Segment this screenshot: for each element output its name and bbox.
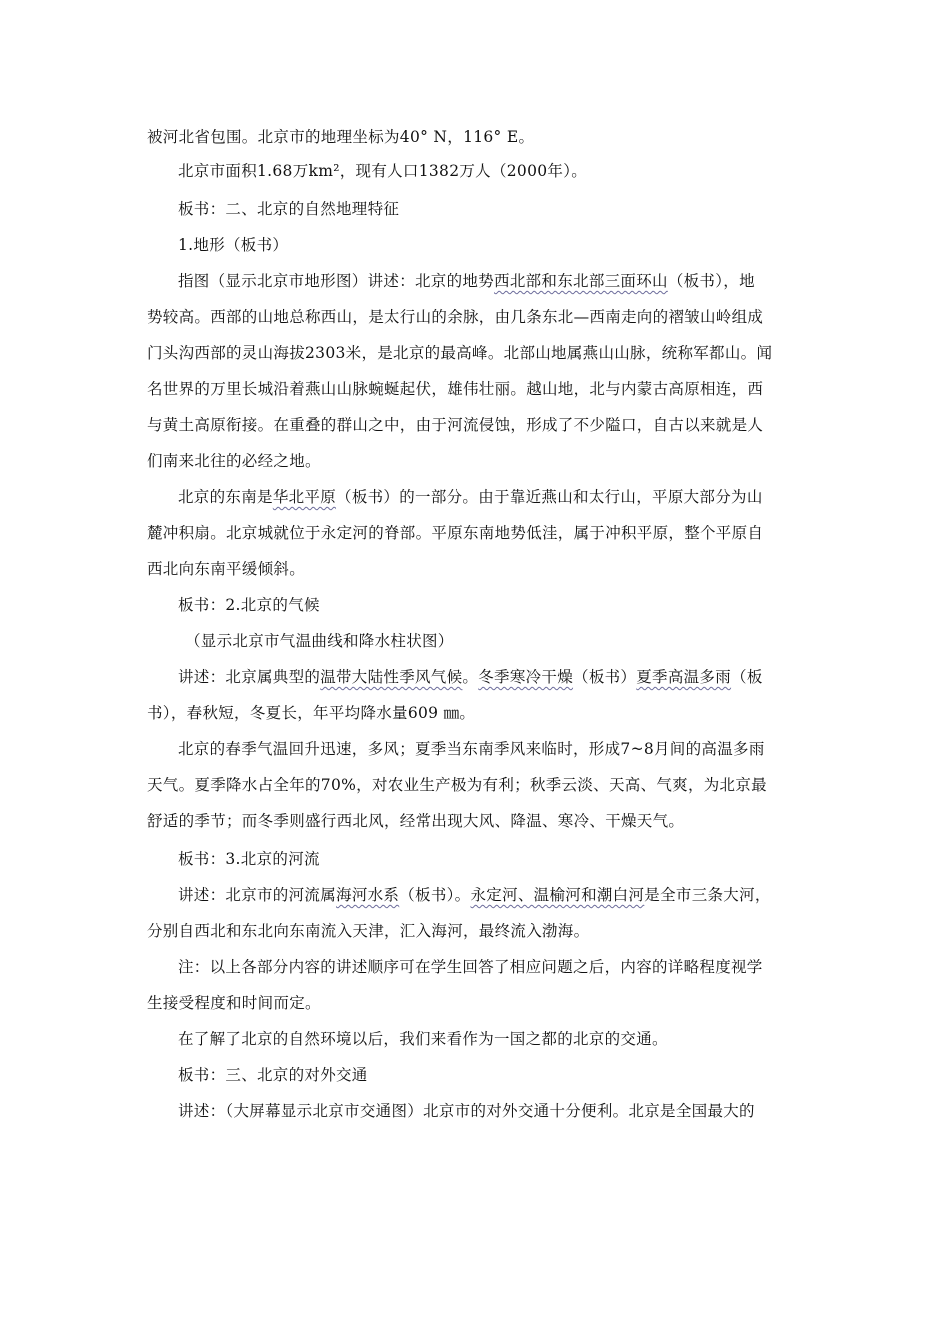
note-line: 生接受程度和时间而定。 [147, 994, 321, 1012]
text-line: 舒适的季节；而冬季则盛行西北风，经常出现大风、降温、寒冷、干燥天气。 [147, 812, 685, 830]
text-line: （显示北京市气温曲线和降水柱状图） [185, 632, 454, 650]
text-line: 北京的春季气温回升迅速，多风；夏季当东南季风来临时，形成7~8月间的高温多雨 [178, 740, 765, 758]
key-term: 温带大陆性季风气候 [320, 668, 463, 686]
text-line: 与黄土高原衔接。在重叠的群山之中，由于河流侵蚀，形成了不少隘口，自古以来就是人 [147, 416, 764, 434]
text-line: 名世界的万里长城沿着燕山山脉蜿蜒起伏，雄伟壮丽。越山地，北与内蒙古高原相连，西 [147, 380, 764, 398]
board-heading: 板书：3.北京的河流 [178, 850, 320, 868]
text-line: 书），春秋短，冬夏长，年平均降水量609 ㎜。 [147, 704, 476, 722]
board-heading: 板书：三、北京的对外交通 [178, 1066, 368, 1084]
text-line: 分别自西北和东北向东南流入天津，汇入海河，最终流入渤海。 [147, 922, 590, 940]
text-line: 北京市面积1.68万km²，现有人口1382万人（2000年）。 [178, 162, 588, 180]
text-line: 被河北省包围。北京市的地理坐标为40° N，116° E。 [147, 128, 535, 146]
key-term: 海河水系 [336, 886, 400, 904]
text-line: 势较高。西部的山地总称西山，是太行山的余脉，由几条东北—西南走向的褶皱山岭组成 [147, 308, 764, 326]
text-line: 西北向东南平缓倾斜。 [147, 560, 306, 578]
text-line: 麓冲积扇。北京城就位于永定河的脊部。平原东南地势低洼，属于冲积平原，整个平原自 [147, 524, 764, 542]
text-line: 讲述：北京属典型的温带大陆性季风气候。冬季寒冷干燥（板书）夏季高温多雨（板 [178, 668, 763, 686]
board-heading: 板书：2.北京的气候 [178, 596, 320, 614]
key-term: 夏季高温多雨 [636, 668, 732, 686]
text-line: 讲述：北京市的河流属海河水系（板书）。永定河、温榆河和潮白河是全市三条大河， [178, 886, 771, 904]
key-term: 冬季寒冷干燥 [478, 668, 574, 686]
note-line: 注：以上各部分内容的讲述顺序可在学生回答了相应问题之后，内容的详略程度视学 [178, 958, 763, 976]
text-line: 在了解了北京的自然环境以后，我们来看作为一国之都的北京的交通。 [178, 1030, 668, 1048]
text-line: 指图（显示北京市地形图）讲述：北京的地势西北部和东北部三面环山（板书），地 [178, 272, 755, 290]
text-line: 讲述：（大屏幕显示北京市交通图）北京市的对外交通十分便利。北京是全国最大的 [178, 1102, 755, 1120]
text-line: 天气。夏季降水占全年的70%，对农业生产极为有利；秋季云淡、天高、气爽，为北京最 [147, 776, 767, 794]
board-heading: 板书：二、北京的自然地理特征 [178, 200, 400, 218]
text-line: 北京的东南是华北平原（板书）的一部分。由于靠近燕山和太行山，平原大部分为山 [178, 488, 763, 506]
key-term: 西北部和东北部三面环山 [494, 272, 668, 290]
key-term: 华北平原 [272, 488, 337, 506]
key-term: 永定河、温榆河和潮白河 [470, 886, 645, 904]
text-line: 们南来北往的必经之地。 [147, 452, 321, 470]
section-heading: 1.地形（板书） [178, 236, 289, 254]
text-line: 门头沟西部的灵山海拔2303米，是北京的最高峰。北部山地属燕山山脉，统称军都山。闻 [147, 344, 773, 362]
